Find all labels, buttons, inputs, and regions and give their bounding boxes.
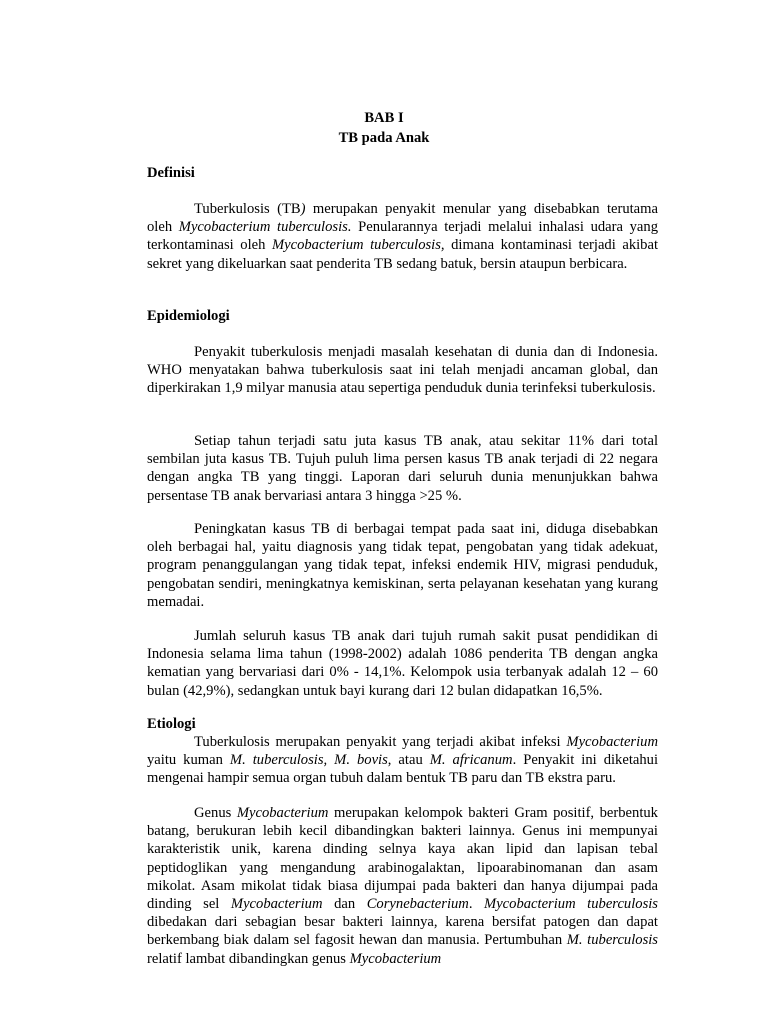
paragraph-epidemiologi-1: Penyakit tuberkulosis menjadi masalah kesehatan di dunia dan di Indonesia. WHO menyatakan bahwa tuberkulosis saat ini telah menjadi ancaman global, dan diperkirakan 1,9 milyar manusia atau sepertiga penduduk dunia terinfeksi tuberkulosis. — [147, 344, 658, 397]
heading-epidemiologi: Epidemiologi — [147, 308, 230, 324]
heading-etiologi: Etiologi — [147, 716, 196, 732]
paragraph-etiologi-1: Tuberkulosis merupakan penyakit yang terjadi akibat infeksi Mycobacterium yaitu kuman M. tuberculosis, M. bovis, atau M. africanum. Penyakit ini diketahui mengenai hampir semua organ tubuh dalam bentuk TB paru dan TB ekstra paru. — [147, 734, 658, 787]
paragraph-epidemiologi-3: Peningkatan kasus TB di berbagai tempat pada saat ini, diduga disebabkan oleh berbagai hal, yaitu diagnosis yang tidak tepat, pengobatan yang tidak adekuat, program penanggulangan yang tidak tepat, infeksi endemik HIV, migrasi penduduk, pengobatan sendiri, meningkatnya kemiskinan, serta pelayanan kesehatan yang kurang memadai. — [147, 521, 658, 610]
paragraph-etiologi-2: Genus Mycobacterium merupakan kelompok bakteri Gram positif, berbentuk batang, berukuran lebih kecil dibandingkan bakteri lainnya. Genus ini mempunyai karakteristik unik, karena dinding selnya kaya akan lipid dan lapisan tebal peptidoglikan yang mengandung arabinogalaktan, lipoarabinomanan dan asam mikolat. Asam mikolat tidak biasa dijumpai pada bakteri dan hanya dijumpai pada dinding sel Mycobacterium dan Corynebacterium. Mycobacterium tuberculosis dibedakan dari sebagian besar bakteri lainnya, karena bersifat patogen dan dapat berkembang biak dalam sel fagosit hewan dan manusia. Pertumbuhan M. tuberculosis relatif lambat dibandingkan genus Mycobacterium — [147, 805, 658, 967]
paragraph-epidemiologi-2: Setiap tahun terjadi satu juta kasus TB anak, atau sekitar 11% dari total sembilan juta kasus TB. Tujuh puluh lima persen kasus TB anak terjadi di 22 negara dengan angka TB yang tinggi. Laporan dari seluruh dunia menunjukkan bahwa persentase TB anak bervariasi antara 3 hingga >25 %. — [147, 433, 658, 504]
paragraph-epidemiologi-4: Jumlah seluruh kasus TB anak dari tujuh rumah sakit pusat pendidikan di Indonesia selama lima tahun (1998-2002) adalah 1086 penderita TB dengan angka kematian yang bervariasi dari 0% - 14,1%. Kelompok usia terbanyak adalah 12 – 60 bulan (42,9%), sedangkan untuk bayi kurang dari 12 bulan didapatkan 16,5%. — [147, 628, 658, 699]
chapter-title: TB pada Anak — [338, 130, 430, 146]
paragraph-definisi: Tuberkulosis (TB) merupakan penyakit menular yang disebabkan terutama oleh Mycobacterium tuberculosis. Penularannya terjadi melalui inhalasi udara yang terkontaminasi oleh Mycobacterium tuberculosis, dimana kontaminasi terjadi akibat sekret yang dikeluarkan saat penderita TB sedang batuk, bersin ataupun berbicara. — [147, 201, 658, 272]
heading-definisi: Definisi — [147, 165, 195, 181]
chapter-number: BAB I — [364, 110, 404, 126]
